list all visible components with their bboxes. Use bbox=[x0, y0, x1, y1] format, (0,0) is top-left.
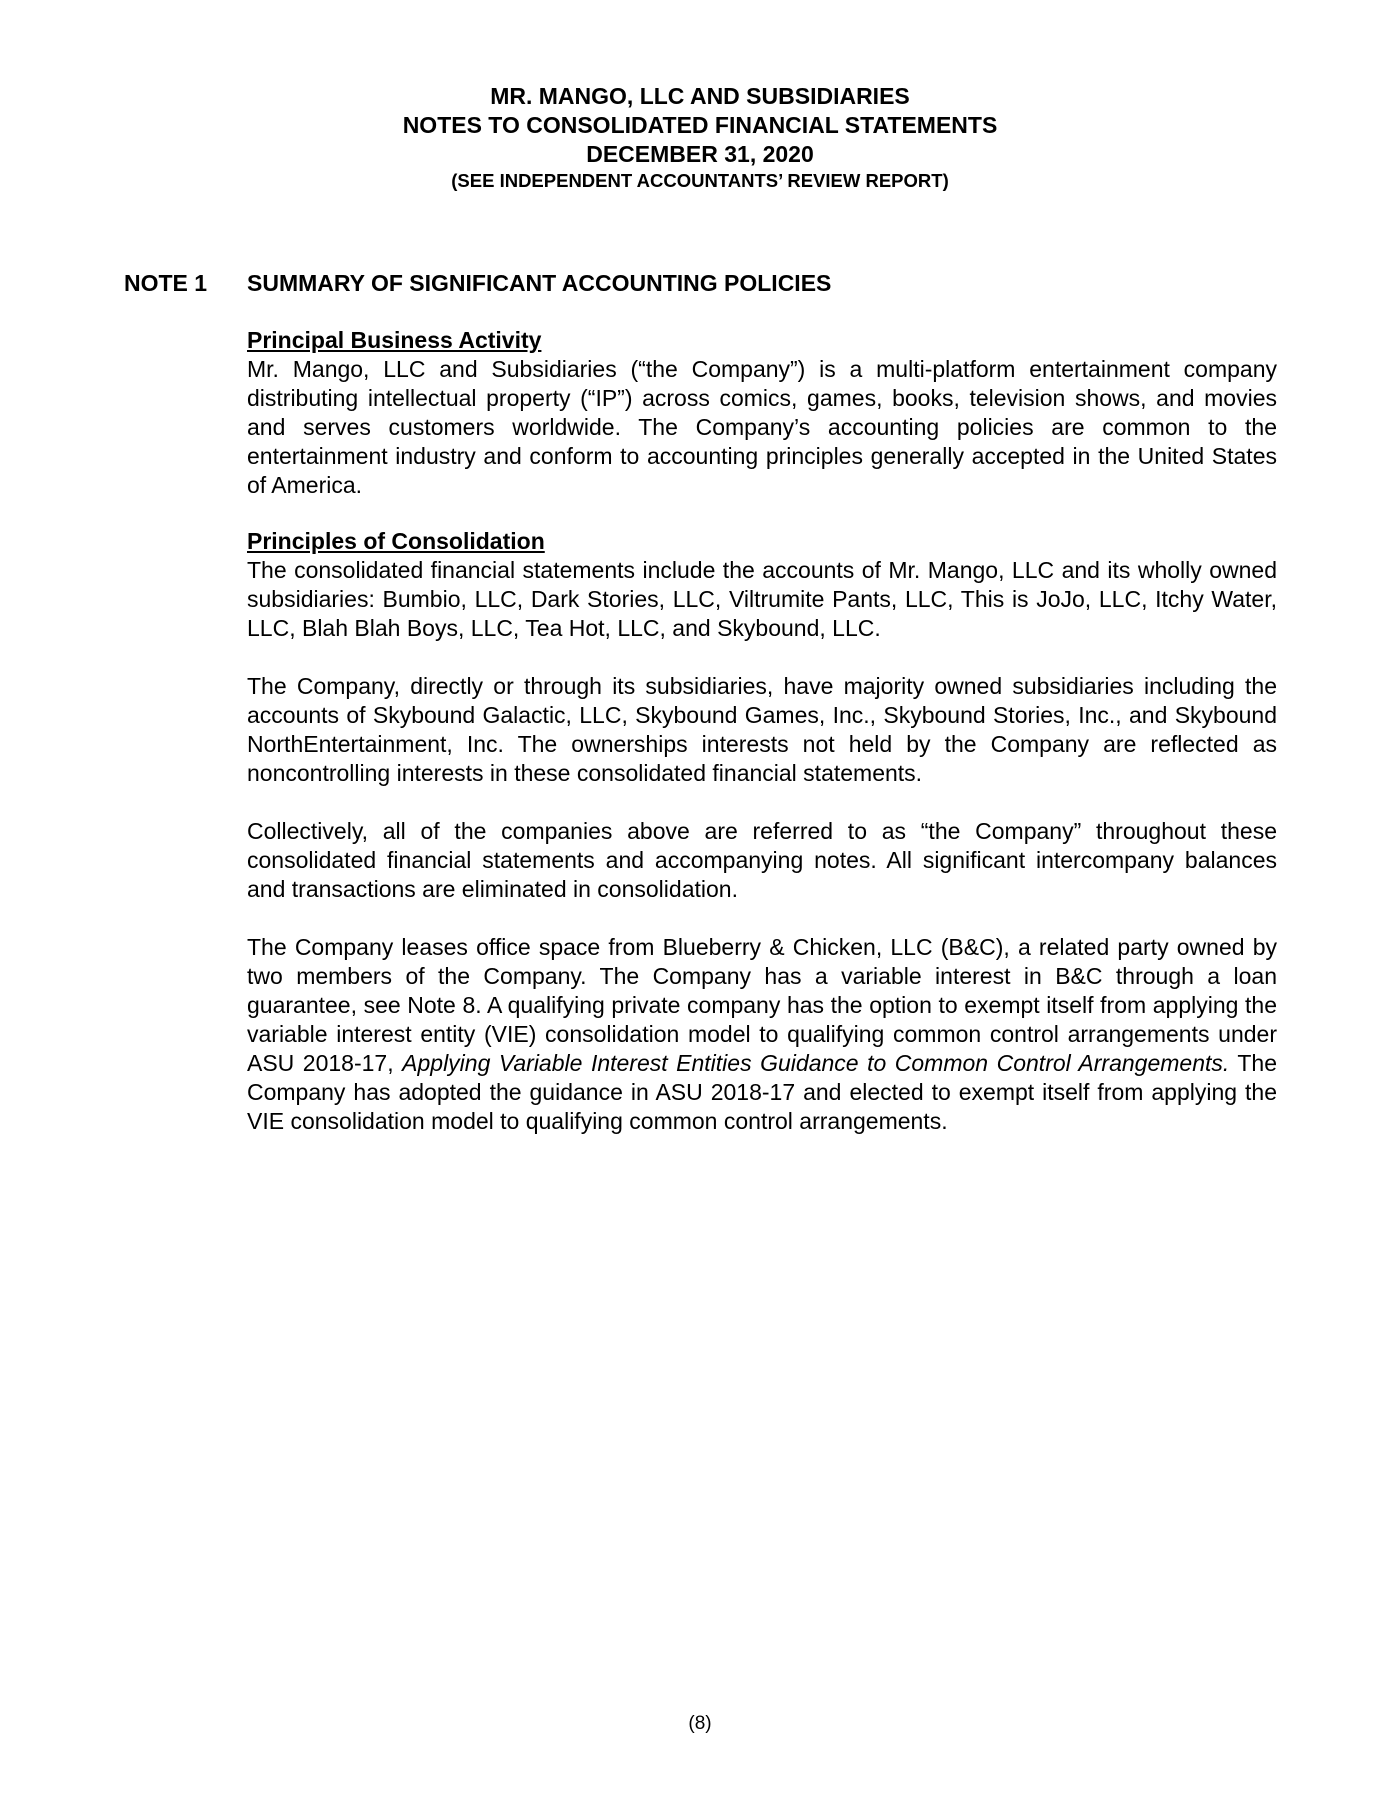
note-heading bbox=[124, 268, 831, 298]
note-title: SUMMARY OF SIGNIFICANT ACCOUNTING POLICIES bbox=[247, 270, 832, 296]
page-number: (8) bbox=[688, 1713, 712, 1734]
consolidation-paragraph-3: Collectively, all of the companies above are referred to as “the Company” throughout these consolidated financial statements and accompanying notes. All significant intercompany balances and transactions are eliminated in consolidation. bbox=[247, 818, 1277, 902]
vie-text-part-2: The Company has adopted the guidance in ASU 2018-17 and elected to exempt itself from applying the VIE consolidation model to qualifying common control arrangements. bbox=[247, 1050, 1278, 1134]
company-name: MR. MANGO, LLC AND SUBSIDIARIES bbox=[490, 83, 910, 109]
vie-text-part-1: The Company leases office space from Blueberry & Chicken, LLC (B&C), a related party owned by two members of the Company. The Company has a variable interest in B&C through a loan guarantee, see Note 8. A qualifying private company has the option to exempt itself from applying the variable interest entity (VIE) consolidation model to qualifying common control arrangements under ASU 2018-17, bbox=[247, 934, 1277, 1076]
consolidation-paragraph-1: The consolidated financial statements include the accounts of Mr. Mango, LLC and its wholly owned subsidiaries: Bumbio, LLC, Dark Stories, LLC, Viltrumite Pants, LLC, This is JoJo, LLC, Itchy Water, LLC, Blah Blah Boys, LLC, Tea Hot, LLC, and Skybound, LLC. bbox=[247, 557, 1277, 641]
document-header bbox=[0, 82, 1400, 193]
consolidation-paragraph-2: The Company, directly or through its subsidiaries, have majority owned subsidiaries including the accounts of Skybound Galactic, LLC, Skybound Games, Inc., Skybound Stories, Inc., and Skybound NorthEntertainment, Inc. The ownerships interests not held by the Company are reflected as noncontrolling interests in these consolidated financial statements. bbox=[247, 673, 1277, 786]
principal-business-paragraph: Mr. Mango, LLC and Subsidiaries (“the Company”) is a multi-platform entertainment company distributing intellectual property (“IP”) across comics, games, books, television shows, and movies and serves customers worldwide. The Company’s accounting policies are common to the entertainment industry and conform to accounting principles generally accepted in the United States of America. bbox=[247, 356, 1277, 498]
consolidation-heading: Principles of Consolidation bbox=[247, 528, 545, 554]
consolidation-paragraph-4 bbox=[247, 933, 1277, 1136]
principal-business-heading: Principal Business Activity bbox=[247, 327, 542, 353]
document-title: NOTES TO CONSOLIDATED FINANCIAL STATEMENTS bbox=[402, 112, 998, 138]
note-number: NOTE 1 bbox=[124, 270, 208, 296]
review-report-reference: (SEE INDEPENDENT ACCOUNTANTS’ REVIEW REPORT) bbox=[451, 170, 949, 191]
statement-date: DECEMBER 31, 2020 bbox=[586, 141, 814, 167]
asu-title-italic: Applying Variable Interest Entities Guidance to Common Control Arrangements. bbox=[402, 1050, 1230, 1076]
note-body bbox=[247, 326, 1277, 1136]
